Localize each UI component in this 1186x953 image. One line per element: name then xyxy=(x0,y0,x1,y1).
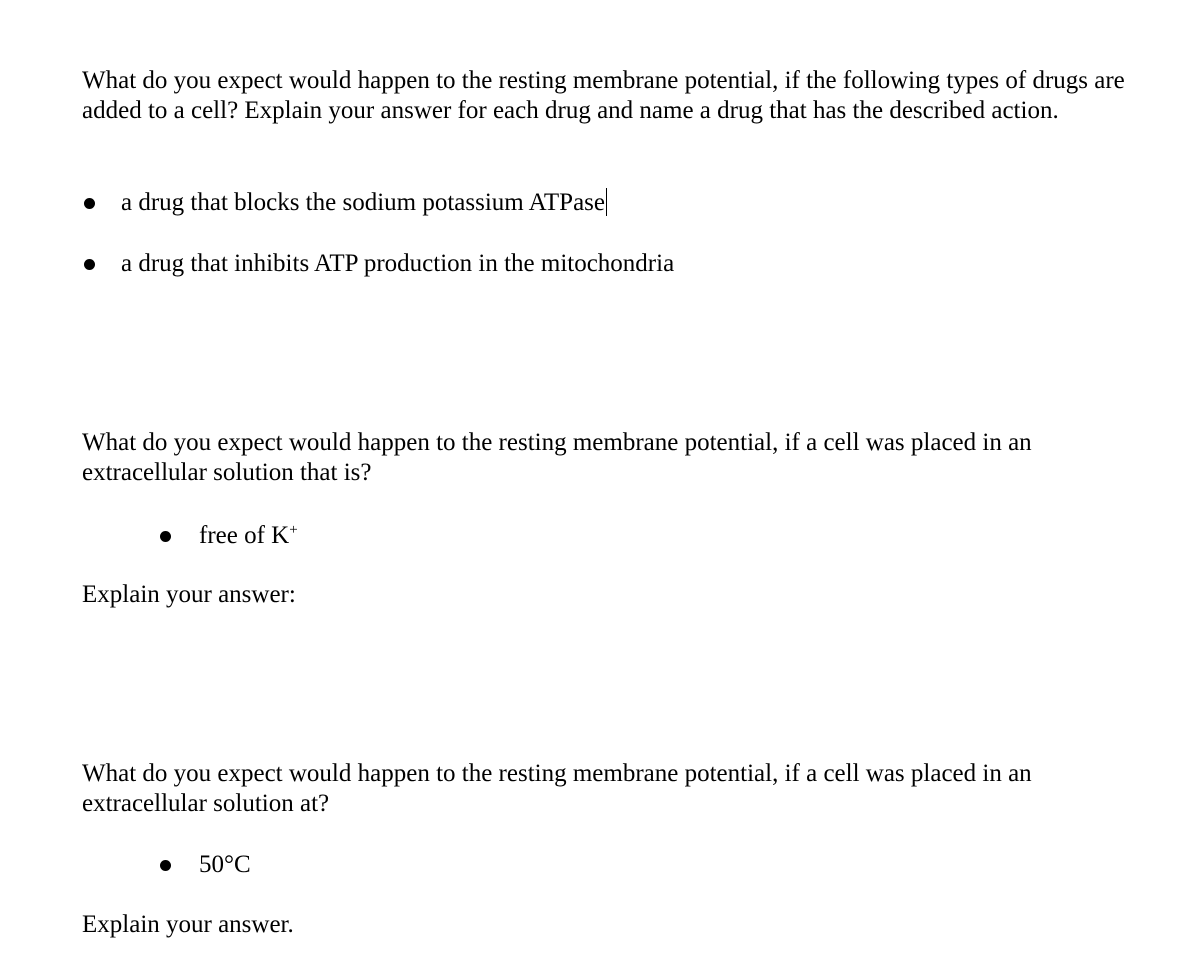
question-2-prompt: What do you expect would happen to the resting membrane potential, if a cell was placed in an extracellular solution that is? xyxy=(82,429,1032,486)
bullet-icon xyxy=(160,860,171,871)
list-item xyxy=(159,850,459,880)
text-cursor xyxy=(606,188,608,216)
question-1-prompt: What do you expect would happen to the resting membrane potential, if the following types of drugs are added to a cell? Explain your answer for each drug and name a drug that has the described action. xyxy=(82,67,1125,124)
list-item xyxy=(82,188,782,218)
superscript-plus: + xyxy=(289,522,298,538)
bullet-icon xyxy=(84,198,95,209)
bullet-text-atpase: a drug that blocks the sodium potassium ATPase xyxy=(121,189,605,216)
bullet-text-mitochondria: a drug that inhibits ATP production in the mitochondria xyxy=(121,250,675,277)
bullet-text-k-free: free of K xyxy=(199,522,290,549)
list-item xyxy=(159,521,459,551)
question-3-explain: Explain your answer. xyxy=(82,911,294,938)
bullet-icon xyxy=(84,259,95,270)
list-item xyxy=(82,249,782,279)
bullet-icon xyxy=(160,531,171,542)
question-3-prompt: What do you expect would happen to the resting membrane potential, if a cell was placed in an extracellular solution at? xyxy=(82,760,1032,817)
bullet-text-temperature: 50°C xyxy=(199,851,251,878)
question-2-explain: Explain your answer: xyxy=(82,581,296,608)
